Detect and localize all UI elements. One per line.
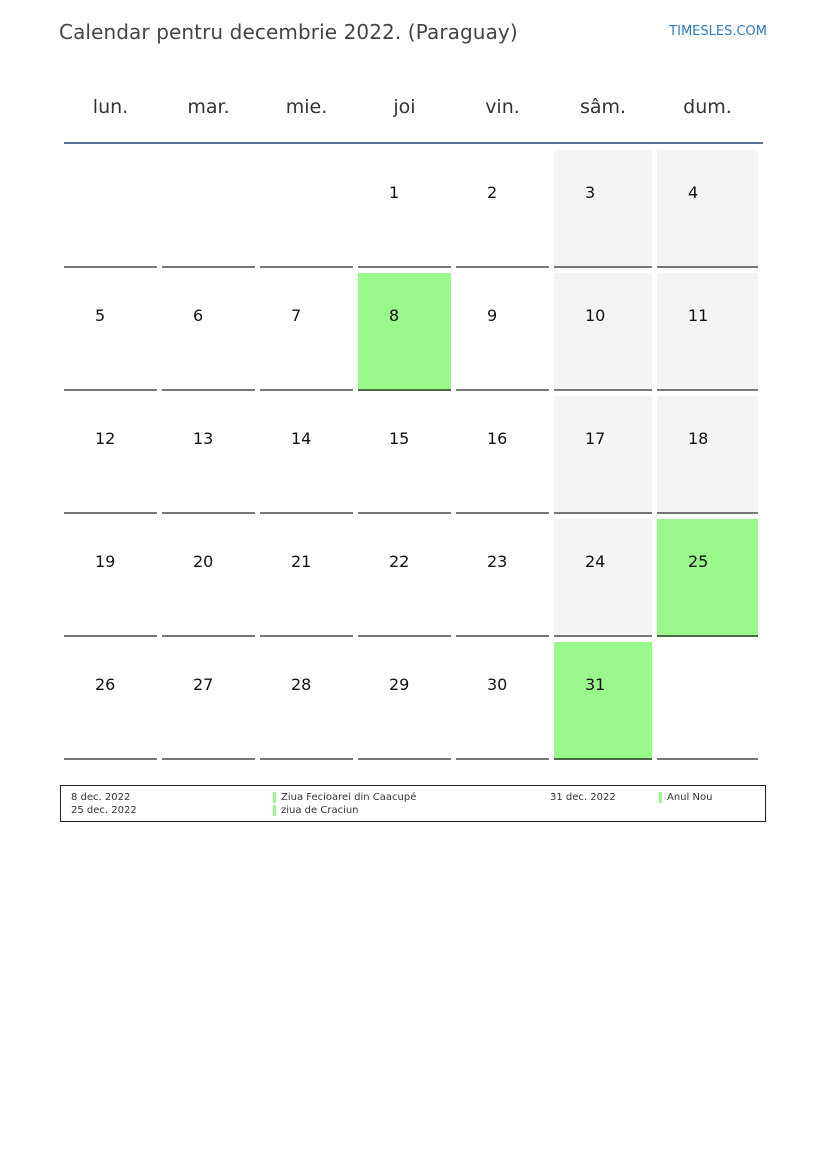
weekday-tue: mar. [187, 96, 230, 118]
day-cell-24[interactable] [554, 519, 652, 637]
day-number: 11 [688, 306, 709, 325]
day-number: 27 [193, 675, 214, 694]
weekday-header [64, 72, 763, 144]
day-cell-29[interactable] [358, 642, 451, 760]
holiday-color-swatch [273, 792, 276, 803]
day-number: 1 [389, 183, 400, 202]
page-title: Calendar pentru decembrie 2022. (Paraguay) [59, 20, 518, 44]
day-cell-6[interactable] [162, 273, 255, 391]
day-number: 20 [193, 552, 214, 571]
day-number: 29 [389, 675, 410, 694]
calendar [64, 72, 763, 760]
day-cell-7[interactable] [260, 273, 353, 391]
weekday-fri: vin. [485, 96, 520, 118]
legend-date: 25 dec. 2022 [71, 805, 137, 816]
legend-date: 31 dec. 2022 [550, 792, 616, 803]
day-number: 18 [688, 429, 709, 448]
day-cell-3[interactable] [554, 150, 652, 268]
holiday-color-swatch [659, 792, 662, 803]
day-cell-20[interactable] [162, 519, 255, 637]
empty-day-cell [64, 150, 157, 268]
day-grid [64, 144, 763, 760]
day-cell-25[interactable] [657, 519, 758, 637]
day-cell-11[interactable] [657, 273, 758, 391]
legend-holiday-name: Anul Nou [667, 792, 713, 803]
day-cell-17[interactable] [554, 396, 652, 514]
day-number: 28 [291, 675, 312, 694]
weekday-sat: sâm. [579, 96, 627, 118]
day-cell-10[interactable] [554, 273, 652, 391]
day-cell-4[interactable] [657, 150, 758, 268]
day-number: 3 [585, 183, 596, 202]
legend-date: 8 dec. 2022 [71, 792, 131, 803]
day-number: 14 [291, 429, 312, 448]
day-cell-14[interactable] [260, 396, 353, 514]
day-cell-31[interactable] [554, 642, 652, 760]
weekday-sun: dum. [683, 96, 732, 118]
day-number: 6 [193, 306, 204, 325]
day-cell-1[interactable] [358, 150, 451, 268]
day-cell-26[interactable] [64, 642, 157, 760]
weekday-thu: joi [393, 96, 416, 118]
holiday-color-swatch [273, 805, 276, 816]
day-number: 15 [389, 429, 410, 448]
day-number: 25 [688, 552, 709, 571]
day-number: 24 [585, 552, 606, 571]
day-number: 13 [193, 429, 214, 448]
day-cell-18[interactable] [657, 396, 758, 514]
empty-day-cell [162, 150, 255, 268]
day-cell-12[interactable] [64, 396, 157, 514]
day-number: 10 [585, 306, 606, 325]
day-cell-28[interactable] [260, 642, 353, 760]
brand-link[interactable]: TIMESLES.COM [669, 24, 767, 39]
weekday-wed: mie. [285, 96, 328, 118]
day-cell-15[interactable] [358, 396, 451, 514]
day-cell-13[interactable] [162, 396, 255, 514]
legend-holiday-name: ziua de Craciun [281, 805, 359, 816]
day-number: 4 [688, 183, 699, 202]
day-number: 12 [95, 429, 116, 448]
day-number: 5 [95, 306, 106, 325]
day-cell-8[interactable] [358, 273, 451, 391]
day-number: 16 [487, 429, 508, 448]
day-cell-21[interactable] [260, 519, 353, 637]
day-number: 21 [291, 552, 312, 571]
day-cell-27[interactable] [162, 642, 255, 760]
day-cell-19[interactable] [64, 519, 157, 637]
empty-day-cell [657, 642, 758, 760]
day-number: 22 [389, 552, 410, 571]
day-cell-5[interactable] [64, 273, 157, 391]
weekday-mon: lun. [92, 96, 129, 118]
day-number: 17 [585, 429, 606, 448]
day-number: 7 [291, 306, 302, 325]
day-number: 8 [389, 306, 400, 325]
day-number: 9 [487, 306, 498, 325]
holiday-legend [60, 785, 766, 822]
day-cell-22[interactable] [358, 519, 451, 637]
legend-holiday-name: Ziua Fecioarei din Caacupé [281, 792, 417, 803]
day-number: 19 [95, 552, 116, 571]
day-cell-16[interactable] [456, 396, 549, 514]
day-number: 30 [487, 675, 508, 694]
day-cell-23[interactable] [456, 519, 549, 637]
day-number: 26 [95, 675, 116, 694]
day-number: 23 [487, 552, 508, 571]
day-number: 2 [487, 183, 498, 202]
day-cell-9[interactable] [456, 273, 549, 391]
day-number: 31 [585, 675, 606, 694]
empty-day-cell [260, 150, 353, 268]
day-cell-30[interactable] [456, 642, 549, 760]
day-cell-2[interactable] [456, 150, 549, 268]
